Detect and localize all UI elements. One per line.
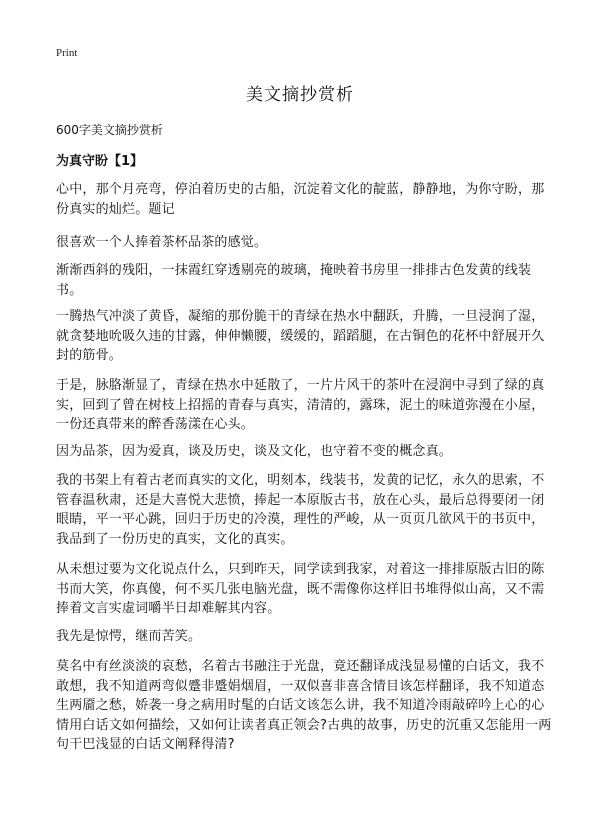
paragraph-10: 莫名中有丝淡淡的哀愁，名着古书融注于光盘，竟还翻译成浅显易懂的白话文，我不敢想，我不知道两弯似蹙非蹙娟烟眉，一双似喜非喜含情目该怎样翻译，我不知道态生两靥之愁，娇袭一身之病用时髦的白话文该怎么讲，我不知道冷雨敲碎吟上心的心情用白话文如何描绘，又如何让读者真正领会?古典的故事，历史的沉重又怎能用一两句干巴浅显的白话文阐释得清? — [56, 659, 552, 752]
section-heading: 为真守盼【1】 — [56, 154, 144, 169]
paragraph-8: 从未想过要为文化说点什么，只到昨天，同学读到我家，对着这一排排原版古旧的陈书而大笑，你真傻，何不买几张电脑光盘，既不需像你这样旧书堆得似山高，又不需捧着文言实虚词嚼半日却难解其内容。 — [56, 562, 545, 616]
document-title: 美文摘抄赏析 — [246, 85, 354, 105]
paragraph-3: 渐渐西斜的残阳，一抹霞红穿透剔亮的玻璃，掩映着书房里一排排古色发黄的线装书。 — [56, 263, 532, 298]
paragraph-5: 于是，脉胳渐显了，青绿在热水中延散了，一片片风干的茶叶在浸润中寻到了绿的真实，回到了曾在树枝上招摇的青春与真实，清清的，露珠，泥土的味道弥漫在小屋，一份还真带来的醉香荡漾在心头。 — [56, 378, 545, 432]
paragraph-1: 心中，那个月亮弯，停泊着历史的古船，沉淀着文化的靛蓝，静静地，为你守盼，那份真实的灿烂。题记 — [56, 182, 545, 217]
paragraph-9: 我先是惊愕，继而苦笑。 — [56, 629, 202, 644]
document-subtitle: 600字美文摘抄赏析 — [56, 123, 163, 137]
print-label: Print — [56, 47, 78, 59]
paragraph-6: 因为品茶，因为爱真，谈及历史，谈及文化，也守着不变的概念真。 — [56, 444, 453, 459]
paragraph-7: 我的书架上有着古老而真实的文化，明刻本，线装书，发黄的记忆，永久的思索，不管春温秋肃，还是大喜悦大悲愤，捧起一本原版古书，放在心头，最后总得要闭一闭眼睛，平一平心跳，回归于历史的冷漠，理性的严峻，从一页页几欲风干的书页中，我品到了一份历史的真实，文化的真实。 — [56, 473, 545, 547]
paragraph-2: 很喜欢一个人捧着茶杯品茶的感觉。 — [56, 235, 268, 250]
paragraph-4: 一腾热气冲淡了黄昏，凝缩的那份脆干的青绿在热水中翻跃，升腾，一旦浸润了湿，就贪婪地吮吸久违的甘露，伸伸懒腰，缓缓的，蹈蹈腿，在古铜色的花杯中舒展开久封的筋骨。 — [56, 309, 545, 363]
